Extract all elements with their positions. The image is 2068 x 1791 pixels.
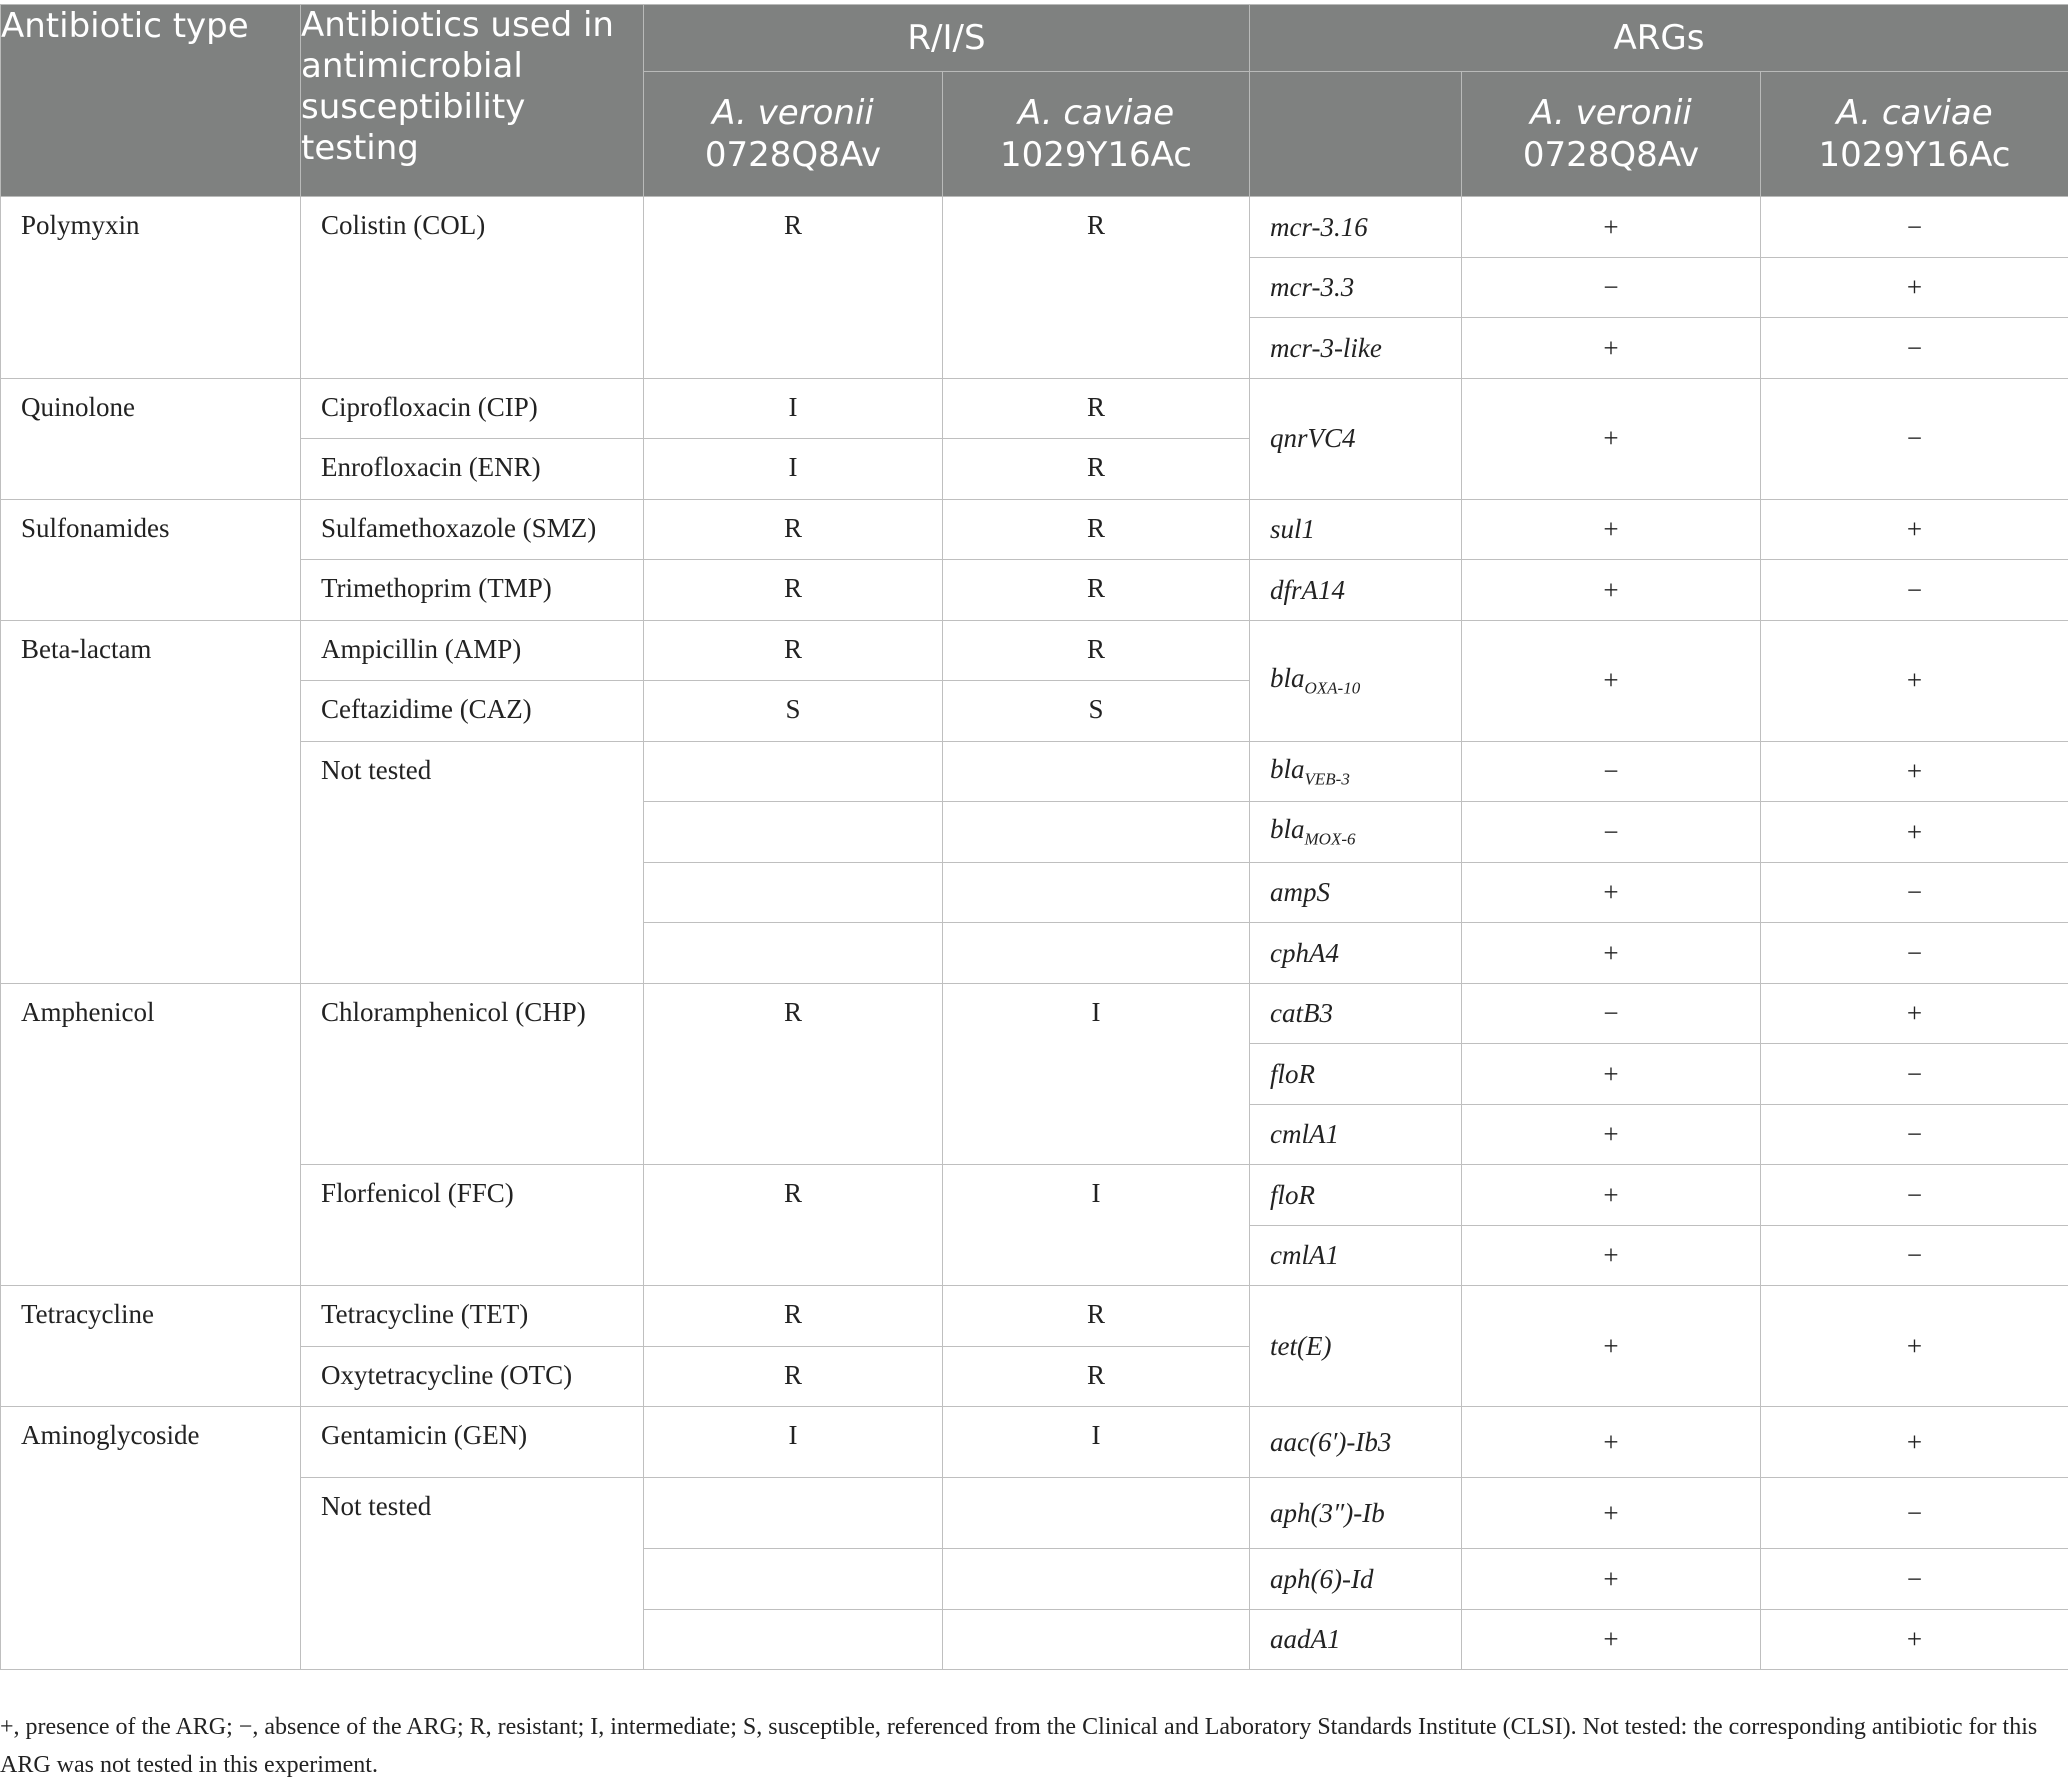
arg-veronii-cell: + <box>1462 1165 1761 1226</box>
ris-caviae-cell: I <box>943 1407 1250 1478</box>
header-arg-name <box>1250 72 1462 197</box>
table-row <box>1 560 2068 621</box>
header-ris: R/I/S <box>644 5 1250 72</box>
ris-caviae-cell: I <box>943 983 1250 1165</box>
arg-veronii-cell: + <box>1462 1407 1761 1478</box>
ris-caviae-cell <box>943 1478 1250 1549</box>
arg-cell: qnrVC4 <box>1250 378 1462 499</box>
arg-caviae-cell: + <box>1761 1286 2068 1407</box>
arg-cell: floR <box>1250 1165 1462 1226</box>
table-row <box>1 620 2068 681</box>
arg-veronii-cell: + <box>1462 620 1761 741</box>
arg-base: bla <box>1270 663 1305 694</box>
antibiotic-cell: Chloramphenicol (CHP) <box>301 983 644 1165</box>
arg-veronii-cell: + <box>1462 1286 1761 1407</box>
table-row <box>1 499 2068 560</box>
arg-cell: catB3 <box>1250 983 1462 1044</box>
ris-caviae-cell: R <box>943 1286 1250 1347</box>
ris-veronii-cell <box>644 1549 943 1610</box>
arg-veronii-cell: − <box>1462 741 1761 802</box>
arg-cell: cmlA1 <box>1250 1104 1462 1165</box>
arg-veronii-cell: + <box>1462 1549 1761 1610</box>
antibiotic-type-cell: Aminoglycoside <box>1 1407 301 1670</box>
ris-caviae-cell: R <box>943 439 1250 500</box>
ris-veronii-cell: R <box>644 197 943 379</box>
header-arg-veronii <box>1462 72 1761 197</box>
arg-cell: cphA4 <box>1250 923 1462 984</box>
ris-caviae-cell <box>943 741 1250 802</box>
ris-veronii-cell <box>644 923 943 984</box>
arg-subscript: MOX-6 <box>1304 829 1356 849</box>
table-row <box>1 1478 2068 1549</box>
arg-subscript: VEB-3 <box>1304 769 1350 789</box>
arg-caviae-cell: − <box>1761 1478 2068 1549</box>
ris-veronii-cell <box>644 1609 943 1670</box>
arg-caviae-cell: + <box>1761 257 2068 318</box>
ris-veronii-cell: I <box>644 1407 943 1478</box>
arg-cell <box>1250 802 1462 863</box>
arg-caviae-cell: − <box>1761 560 2068 621</box>
arg-veronii-cell: + <box>1462 1478 1761 1549</box>
arg-veronii-cell: + <box>1462 1225 1761 1286</box>
arg-cell: tet(E) <box>1250 1286 1462 1407</box>
arg-cell: floR <box>1250 1044 1462 1105</box>
arg-cell: cmlA1 <box>1250 1225 1462 1286</box>
ris-caviae-cell <box>943 1549 1250 1610</box>
arg-veronii-cell: + <box>1462 318 1761 379</box>
arg-cell: aadA1 <box>1250 1609 1462 1670</box>
antibiotic-cell: Oxytetracycline (OTC) <box>301 1346 644 1407</box>
arg-veronii-cell: − <box>1462 983 1761 1044</box>
ris-veronii-cell: R <box>644 620 943 681</box>
arg-base: bla <box>1270 753 1305 784</box>
table-row <box>1 741 2068 802</box>
antibiotic-type-cell: Tetracycline <box>1 1286 301 1407</box>
antibiotic-cell: Enrofloxacin (ENR) <box>301 439 644 500</box>
strain-name: 1029Y16Ac <box>1818 135 2011 175</box>
ris-veronii-cell: R <box>644 983 943 1165</box>
arg-caviae-cell: + <box>1761 620 2068 741</box>
arg-cell: aph(3″)-Ib <box>1250 1478 1462 1549</box>
table-row <box>1 378 2068 439</box>
table-header <box>1 5 2068 197</box>
species-name: A. veronii <box>1530 93 1692 133</box>
antibiotic-cell: Colistin (COL) <box>301 197 644 379</box>
antibiotic-cell: Not tested <box>301 1478 644 1670</box>
arg-veronii-cell: + <box>1462 378 1761 499</box>
ris-veronii-cell: R <box>644 560 943 621</box>
arg-caviae-cell: + <box>1761 1407 2068 1478</box>
antibiotic-cell: Florfenicol (FFC) <box>301 1165 644 1286</box>
arg-caviae-cell: − <box>1761 378 2068 499</box>
arg-cell <box>1250 741 1462 802</box>
antibiotic-type-cell: Amphenicol <box>1 983 301 1286</box>
arg-veronii-cell: + <box>1462 1104 1761 1165</box>
header-antibiotic-type: Antibiotic type <box>1 5 301 197</box>
arg-caviae-cell: + <box>1761 741 2068 802</box>
arg-cell: ampS <box>1250 862 1462 923</box>
arg-veronii-cell: − <box>1462 257 1761 318</box>
ris-veronii-cell: R <box>644 1346 943 1407</box>
ris-caviae-cell <box>943 923 1250 984</box>
strain-name: 0728Q8Av <box>1522 135 1700 175</box>
arg-caviae-cell: − <box>1761 923 2068 984</box>
header-args: ARGs <box>1250 5 2068 72</box>
antibiotic-cell: Not tested <box>301 741 644 983</box>
table-row <box>1 197 2068 258</box>
arg-base: bla <box>1270 814 1305 845</box>
ris-veronii-cell: I <box>644 378 943 439</box>
strain-name: 1029Y16Ac <box>1000 135 1192 175</box>
table-body <box>1 197 2068 1670</box>
ris-veronii-cell: I <box>644 439 943 500</box>
arg-caviae-cell: + <box>1761 802 2068 863</box>
ris-veronii-cell: R <box>644 499 943 560</box>
ris-caviae-cell <box>943 1609 1250 1670</box>
arg-caviae-cell: − <box>1761 862 2068 923</box>
ris-veronii-cell: R <box>644 1165 943 1286</box>
ris-veronii-cell <box>644 802 943 863</box>
table-footnote: +, presence of the ARG; −, absence of the ARG; R, resistant; I, intermediate; S, susceptible, referenced from the Clinical and Laboratory Standards Institute (CLSI). Not tested: the corresponding antibiotic for this ARG was not tested in this experiment. <box>0 1714 2038 1778</box>
table-row <box>1 1286 2068 1347</box>
species-name: A. caviae <box>1017 93 1175 133</box>
arg-veronii-cell: + <box>1462 923 1761 984</box>
arg-caviae-cell: − <box>1761 318 2068 379</box>
arg-cell: aac(6′)-Ib3 <box>1250 1407 1462 1478</box>
ris-veronii-cell: R <box>644 1286 943 1347</box>
table-row <box>1 1407 2068 1478</box>
ris-veronii-cell <box>644 1478 943 1549</box>
arg-caviae-cell: − <box>1761 1225 2068 1286</box>
arg-caviae-cell: + <box>1761 499 2068 560</box>
arg-veronii-cell: + <box>1462 560 1761 621</box>
antibiotic-type-cell: Beta-lactam <box>1 620 301 983</box>
strain-name: 0728Q8Av <box>704 135 882 175</box>
arg-veronii-cell: + <box>1462 1609 1761 1670</box>
arg-veronii-cell: + <box>1462 499 1761 560</box>
species-name: A. veronii <box>712 93 874 133</box>
species-name: A. caviae <box>1836 93 1993 133</box>
arg-veronii-cell: − <box>1462 802 1761 863</box>
table-row <box>1 983 2068 1044</box>
ris-caviae-cell: R <box>943 197 1250 379</box>
antibiotic-cell: Tetracycline (TET) <box>301 1286 644 1347</box>
ris-caviae-cell <box>943 862 1250 923</box>
header-ris-caviae <box>943 72 1250 197</box>
antibiotic-type-cell: Polymyxin <box>1 197 301 379</box>
antibiotic-cell: Gentamicin (GEN) <box>301 1407 644 1478</box>
ris-veronii-cell <box>644 741 943 802</box>
ris-veronii-cell: S <box>644 681 943 742</box>
ris-caviae-cell: R <box>943 378 1250 439</box>
arg-cell: aph(6)-Id <box>1250 1549 1462 1610</box>
arg-caviae-cell: + <box>1761 983 2068 1044</box>
table-row <box>1 1165 2068 1226</box>
antibiotic-type-cell: Sulfonamides <box>1 499 301 620</box>
antibiotic-type-cell: Quinolone <box>1 378 301 499</box>
ris-caviae-cell: S <box>943 681 1250 742</box>
ris-caviae-cell: I <box>943 1165 1250 1286</box>
header-arg-caviae <box>1761 72 2068 197</box>
arg-subscript: OXA-10 <box>1304 678 1361 698</box>
header-ris-veronii <box>644 72 943 197</box>
ris-caviae-cell: R <box>943 560 1250 621</box>
ris-veronii-cell <box>644 862 943 923</box>
antibiotic-cell: Trimethoprim (TMP) <box>301 560 644 621</box>
arg-veronii-cell: + <box>1462 1044 1761 1105</box>
ris-caviae-cell: R <box>943 1346 1250 1407</box>
ris-caviae-cell: R <box>943 499 1250 560</box>
antibiotic-cell: Sulfamethoxazole (SMZ) <box>301 499 644 560</box>
header-antibiotics-used: Antibiotics used in antimicrobial susceptibility testing <box>301 5 644 197</box>
arg-caviae-cell: − <box>1761 1549 2068 1610</box>
arg-veronii-cell: + <box>1462 197 1761 258</box>
ris-caviae-cell: R <box>943 620 1250 681</box>
arg-cell: mcr-3.16 <box>1250 197 1462 258</box>
antibiotic-cell: Ceftazidime (CAZ) <box>301 681 644 742</box>
arg-caviae-cell: − <box>1761 1104 2068 1165</box>
arg-cell: dfrA14 <box>1250 560 1462 621</box>
arg-cell: mcr-3.3 <box>1250 257 1462 318</box>
arg-caviae-cell: − <box>1761 1044 2068 1105</box>
arg-caviae-cell: − <box>1761 197 2068 258</box>
arg-caviae-cell: − <box>1761 1165 2068 1226</box>
arg-cell: mcr-3-like <box>1250 318 1462 379</box>
antibiotic-cell: Ciprofloxacin (CIP) <box>301 378 644 439</box>
arg-veronii-cell: + <box>1462 862 1761 923</box>
arg-cell <box>1250 620 1462 741</box>
arg-cell: sul1 <box>1250 499 1462 560</box>
ris-caviae-cell <box>943 802 1250 863</box>
antibiotic-cell: Ampicillin (AMP) <box>301 620 644 681</box>
antibiotic-resistance-table <box>0 4 2068 1670</box>
arg-caviae-cell: + <box>1761 1609 2068 1670</box>
